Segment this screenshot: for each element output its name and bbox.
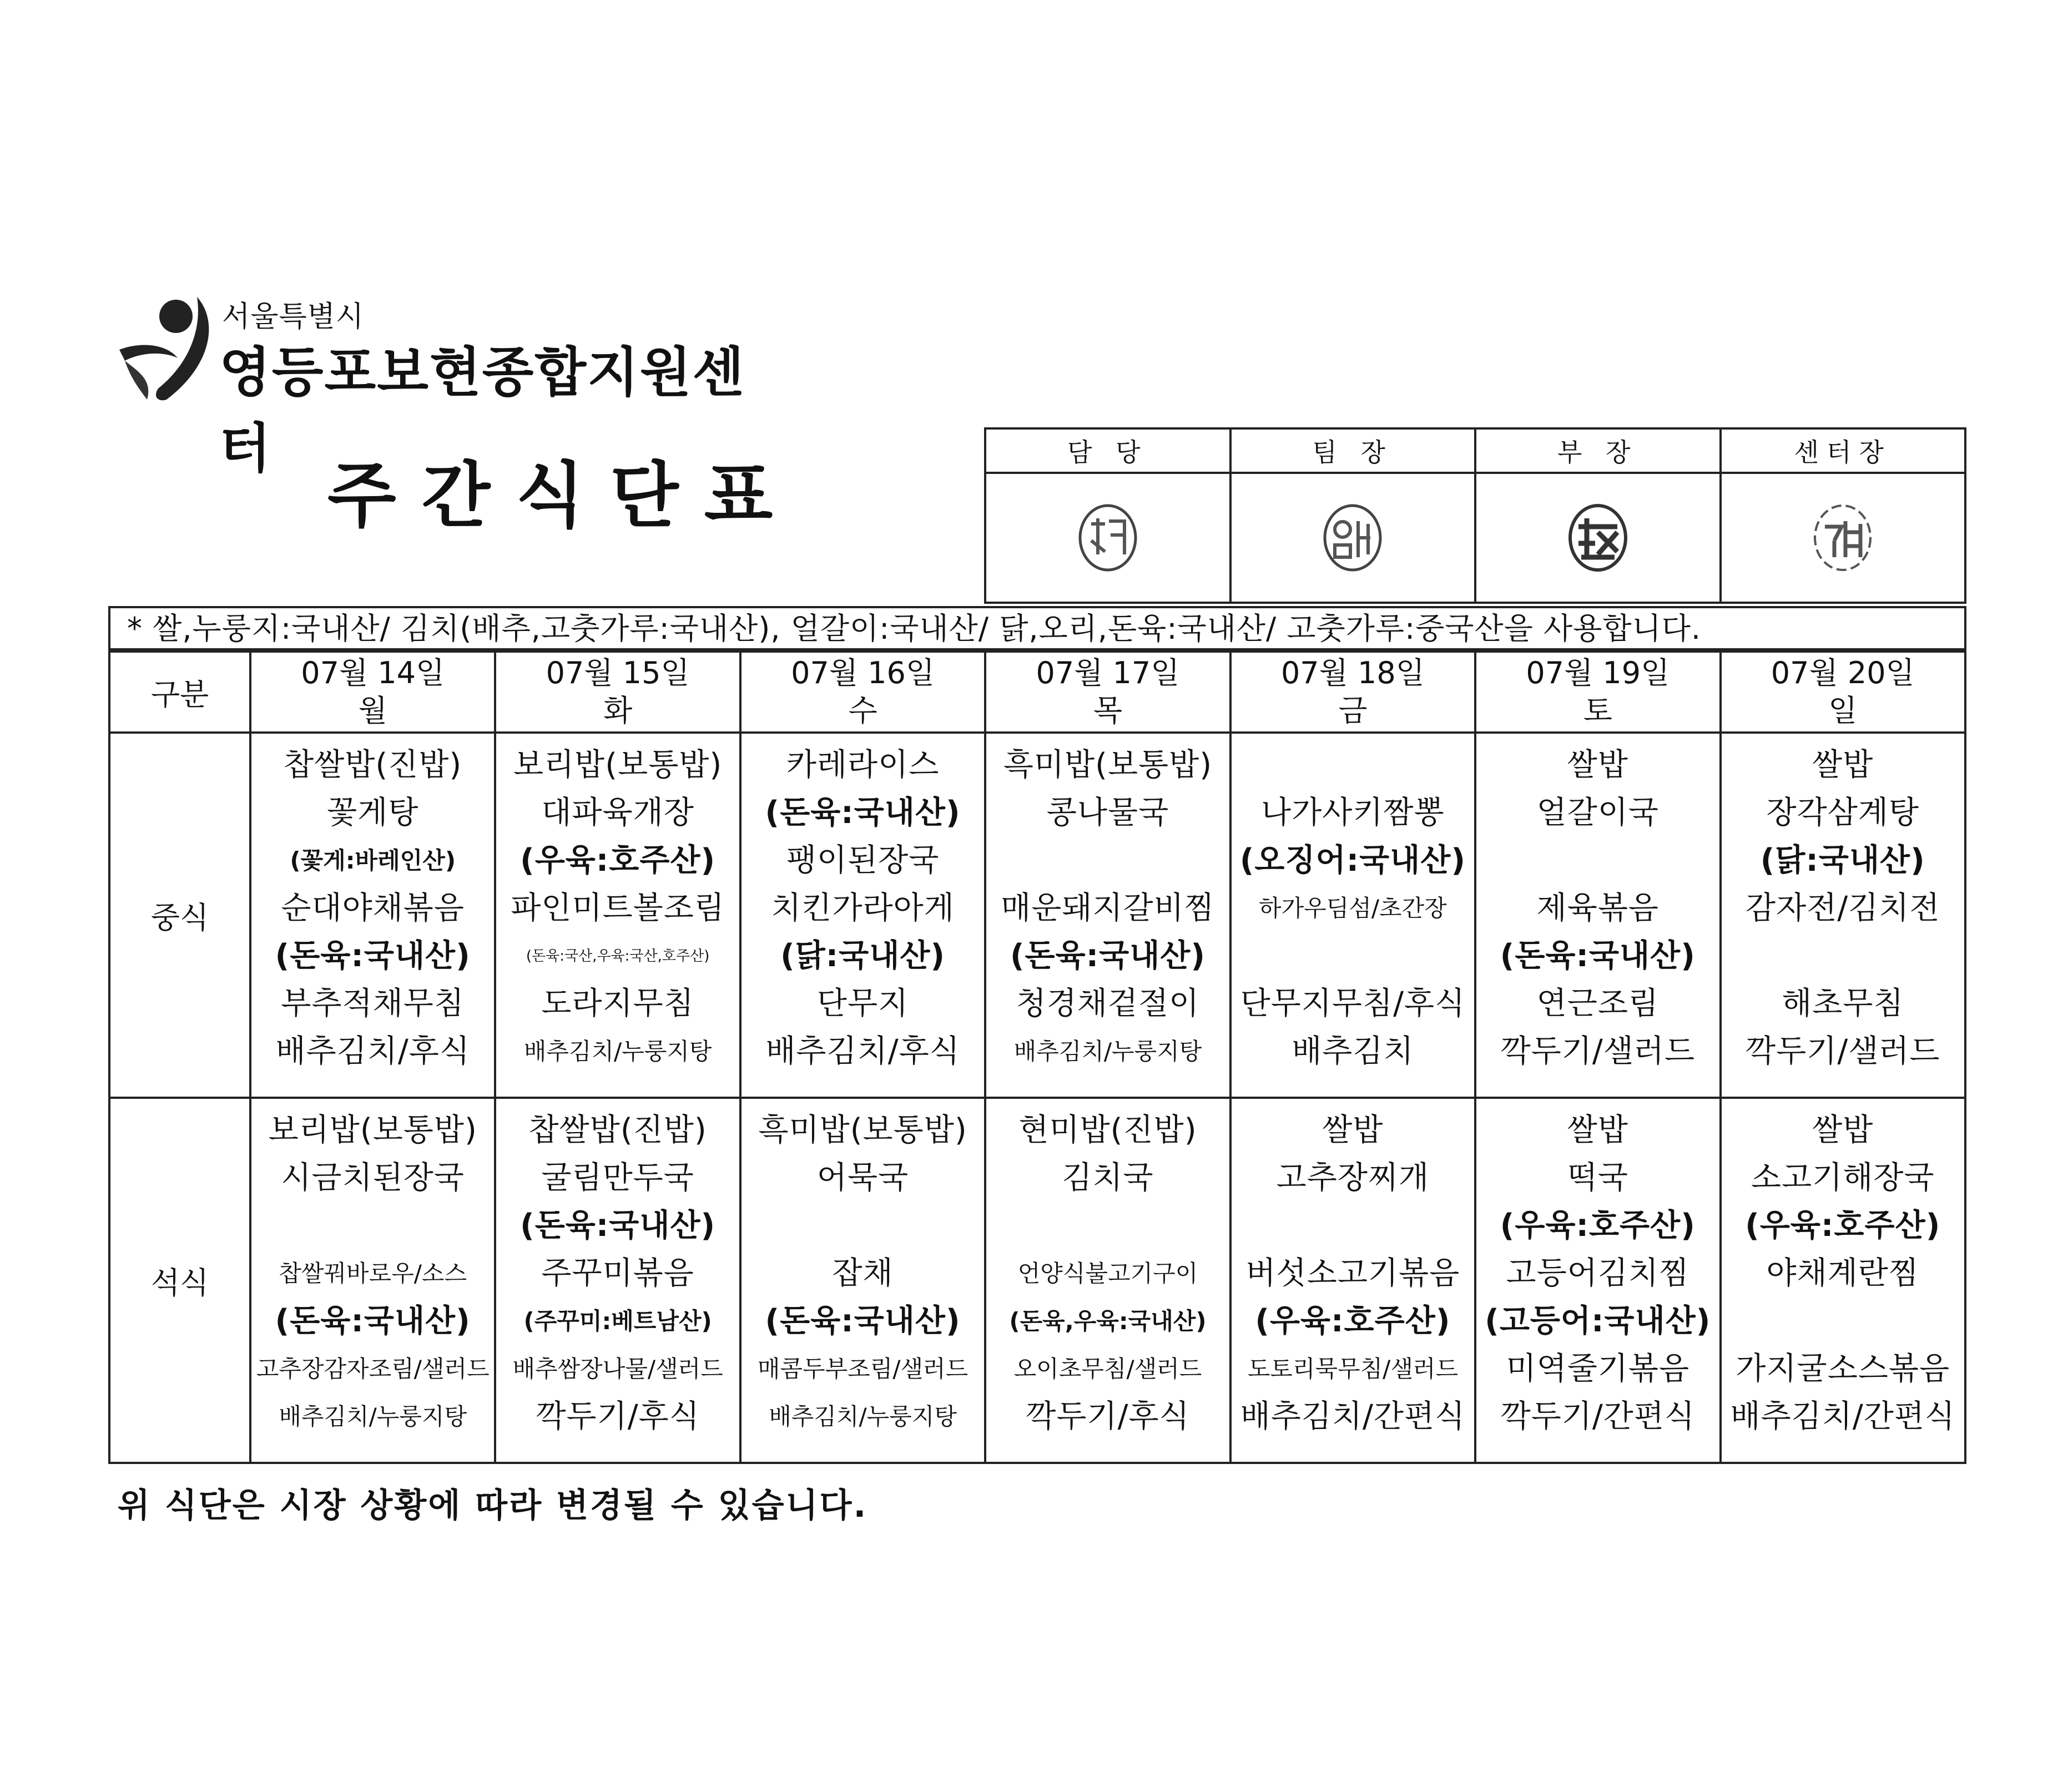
menu-item: 배추김치/후식 [765, 1033, 960, 1069]
menu-item [251, 1202, 494, 1250]
menu-item: 하가우딤섬/초간장 [1259, 895, 1447, 922]
menu-item: (돈육:국내산) [1010, 938, 1206, 974]
menu-item: 배추김치/누룽지탕 [1013, 1038, 1202, 1065]
menu-item: 미역줄기볶음 [1506, 1351, 1690, 1387]
menu-cell [1475, 733, 1720, 1098]
menu-item: 장각삼계탕 [1766, 795, 1919, 831]
menu-item: (돈육,우육:국내산) [1009, 1308, 1207, 1335]
seal-stamp-icon [1565, 502, 1631, 574]
menu-item: 배추김치/누룽지탕 [523, 1038, 712, 1065]
menu-item: 파인미트볼조림 [511, 890, 725, 926]
menu-item: 팽이된장국 [786, 842, 940, 879]
menu-item: 깍두기/샐러드 [1500, 1033, 1696, 1069]
menu-item: (돈육:국내산) [765, 1303, 961, 1339]
approval-role: 담 당 [986, 430, 1229, 474]
menu-item: 배추김치 [1292, 1033, 1414, 1069]
menu-item: 매콤두부조림/샐러드 [757, 1355, 969, 1382]
menu-item: 순대야채볶음 [281, 890, 465, 926]
approval-role: 팀 장 [1232, 430, 1475, 474]
menu-cell [985, 1098, 1230, 1463]
menu-item: (돈육:국내산) [765, 795, 961, 831]
menu-item: 배추김치/후식 [275, 1033, 470, 1069]
menu-item: 찹쌀밥(진밥) [284, 747, 462, 783]
menu-item: 도라지무침 [541, 986, 694, 1022]
org-logo [114, 289, 780, 479]
seal-stamp-icon [1075, 502, 1141, 574]
menu-item: 제육볶음 [1536, 890, 1660, 926]
approval-seal-cell [1722, 474, 1965, 602]
menu-item: 얼갈이국 [1536, 795, 1660, 831]
menu-item: 잡채 [832, 1255, 894, 1291]
menu-item: (주꾸미:베트남산) [523, 1308, 712, 1335]
table-header-row [109, 652, 1965, 733]
menu-item: (고등어:국내산) [1485, 1303, 1711, 1339]
menu-item: (돈육:국내산) [275, 1303, 471, 1339]
day-weekday: 토 [1583, 693, 1612, 728]
day-date: 07월 17일 [1036, 655, 1180, 690]
menu-item [1476, 837, 1719, 885]
menu-item: 배추김치/간편식 [1240, 1399, 1466, 1435]
menu-cell [495, 733, 740, 1098]
org-sub-name: 서울특별시 [222, 300, 365, 334]
menu-item: 꽃게탕 [327, 795, 419, 831]
menu-item: 흑미밥(보통밥) [758, 1112, 967, 1148]
menu-item: 언양식불고기구이 [1017, 1260, 1198, 1287]
menu-cell [250, 1098, 495, 1463]
menu-cell [1721, 733, 1965, 1098]
menu-item: 청경채겉절이 [1016, 986, 1200, 1022]
menu-item: (닭:국내산) [1760, 842, 1925, 879]
menu-item: 굴림만두국 [541, 1160, 694, 1196]
menu-item: (우육:호주산) [1255, 1303, 1451, 1339]
approval-column [986, 430, 1229, 602]
menu-item: 배추김치/누룽지탕 [279, 1403, 467, 1430]
menu-cell [1230, 1098, 1475, 1463]
menu-item: 소고기해장국 [1751, 1160, 1935, 1196]
menu-item: 어묵국 [816, 1160, 909, 1196]
menu-item: 감자전/김치전 [1746, 890, 1940, 926]
menu-item: 치킨가라아게 [771, 890, 955, 926]
meal-label: 중식 [109, 733, 250, 1098]
menu-item: 단무지 [816, 986, 909, 1022]
menu-item: (돈육:국내산) [275, 938, 471, 974]
day-weekday: 화 [603, 693, 633, 728]
approval-seal-cell [1232, 474, 1475, 602]
menu-item [986, 837, 1229, 885]
menu-item: 보리밥(보통밥) [513, 747, 723, 783]
menu-item: 연근조림 [1536, 986, 1660, 1022]
lunch-row [109, 733, 1965, 1098]
menu-item: (우육:호주산) [520, 842, 716, 879]
menu-item: 보리밥(보통밥) [268, 1112, 477, 1148]
menu-item: 야채계란찜 [1766, 1255, 1919, 1291]
menu-item: 깍두기/후식 [536, 1399, 700, 1435]
menu-item [1232, 932, 1474, 980]
menu-item: 쌀밥 [1322, 1112, 1384, 1148]
menu-cell [1721, 1098, 1965, 1463]
day-weekday: 월 [358, 693, 387, 728]
day-header [1475, 652, 1720, 733]
day-weekday: 금 [1338, 693, 1368, 728]
approval-column [1719, 430, 1965, 602]
menu-item: (닭:국내산) [780, 938, 946, 974]
menu-cell [1475, 1098, 1720, 1463]
menu-item: 카레라이스 [786, 747, 940, 783]
menu-item: 시금치된장국 [281, 1160, 465, 1196]
menu-item: 배추김치/간편식 [1730, 1399, 1956, 1435]
day-weekday: 일 [1828, 693, 1858, 728]
day-header [985, 652, 1230, 733]
menu-item: 깍두기/후식 [1026, 1399, 1190, 1435]
menu-item: 주꾸미볶음 [541, 1255, 694, 1291]
day-date: 07월 15일 [546, 655, 690, 690]
dinner-row [109, 1098, 1965, 1463]
menu-item: 매운돼지갈비찜 [1001, 890, 1215, 926]
menu-cell [495, 1098, 740, 1463]
page-title: 주간식단표 [327, 455, 799, 537]
day-header [740, 652, 985, 733]
menu-item: 쌀밥 [1812, 1112, 1874, 1148]
menu-item: (오징어:국내산) [1239, 842, 1466, 879]
day-header [1230, 652, 1475, 733]
menu-item: 쌀밥 [1812, 747, 1874, 783]
menu-item: 오이초무침/샐러드 [1013, 1355, 1202, 1382]
day-header [250, 652, 495, 733]
approval-role: 부 장 [1476, 430, 1719, 474]
menu-item: 가지굴소스볶음 [1736, 1351, 1950, 1387]
org-logo-icon [114, 289, 219, 405]
seal-stamp-icon [1319, 502, 1386, 574]
menu-item: 배추쌈장나물/샐러드 [512, 1355, 723, 1382]
menu-item: 현미밥(진밥) [1018, 1112, 1197, 1148]
menu-item: 쌀밥 [1567, 747, 1628, 783]
origin-notice: * 쌀,누룽지:국내산/ 김치(배추,고춧가루:국내산), 얼갈이:국내산/ 닭,오리,돈육:국내산/ 고춧가루:중국산을 사용합니다. [108, 606, 1966, 650]
menu-item: 떡국 [1567, 1160, 1628, 1196]
day-date: 07월 19일 [1526, 655, 1670, 690]
menu-item: 대파육개장 [541, 795, 694, 831]
menu-item: 단무지무침/후식 [1240, 986, 1466, 1022]
menu-item: 고추장찌개 [1276, 1160, 1430, 1196]
approval-column [1474, 430, 1719, 602]
day-date: 07월 20일 [1771, 655, 1915, 690]
menu-cell [1230, 733, 1475, 1098]
weekly-menu-table [108, 650, 1966, 1464]
day-header [495, 652, 740, 733]
menu-item: 찹쌀밥(진밥) [528, 1112, 707, 1148]
label-header: 구분 [109, 652, 250, 733]
menu-item: (우육:호주산) [1745, 1208, 1941, 1244]
menu-item: (우육:호주산) [1500, 1208, 1696, 1244]
approval-column [1229, 430, 1475, 602]
menu-item: 쌀밥 [1567, 1112, 1628, 1148]
approval-seal-cell [986, 474, 1229, 602]
approval-seal-cell [1476, 474, 1719, 602]
menu-item: (돈육:국내산) [1500, 938, 1696, 974]
day-date: 07월 16일 [791, 655, 935, 690]
menu-item [1722, 1298, 1964, 1345]
menu-item: 부추적채무침 [281, 986, 465, 1022]
menu-cell [740, 733, 985, 1098]
menu-item [742, 1202, 984, 1250]
menu-item [1232, 741, 1474, 789]
menu-item: (꽃게:바레인산) [290, 847, 456, 874]
approval-box [984, 427, 1966, 604]
menu-item: (돈육:국내산) [520, 1208, 716, 1244]
menu-item: 고추장감자조림/샐러드 [256, 1355, 490, 1382]
menu-item [1722, 932, 1964, 980]
menu-item: 김치국 [1062, 1160, 1154, 1196]
meal-label: 석식 [109, 1098, 250, 1463]
menu-item: 도토리묵무침/샐러드 [1247, 1355, 1459, 1382]
menu-item [986, 1202, 1229, 1250]
seal-stamp-icon [1809, 502, 1876, 574]
menu-item: 흑미밥(보통밥) [1003, 747, 1213, 783]
approval-role: 센터장 [1722, 430, 1965, 474]
menu-item: 나가사키짬뽕 [1261, 795, 1445, 831]
menu-item: 깍두기/샐러드 [1746, 1033, 1940, 1069]
org-name: 영등포보현종합지원센터 [219, 341, 745, 479]
menu-item: (돈육:국산,우육:국산,호주산) [526, 948, 710, 965]
menu-item: 콩나물국 [1046, 795, 1169, 831]
menu-item: 배추김치/누룽지탕 [769, 1403, 957, 1430]
menu-item: 찹쌀꿔바로우/소스 [279, 1260, 467, 1287]
day-weekday: 목 [1093, 693, 1123, 728]
menu-item: 고등어김치찜 [1506, 1255, 1690, 1291]
menu-item: 깍두기/간편식 [1500, 1399, 1696, 1435]
day-date: 07월 18일 [1280, 655, 1425, 690]
footer-note: 위 식단은 시장 상황에 따라 변경될 수 있습니다. [118, 1486, 868, 1525]
day-weekday: 수 [848, 693, 877, 728]
menu-item: 해초무침 [1782, 986, 1904, 1022]
day-date: 07월 14일 [301, 655, 445, 690]
menu-item: 버섯소고기볶음 [1245, 1255, 1460, 1291]
menu-cell [250, 733, 495, 1098]
menu-cell [740, 1098, 985, 1463]
menu-item [1232, 1202, 1474, 1250]
menu-cell [985, 733, 1230, 1098]
day-header [1721, 652, 1965, 733]
